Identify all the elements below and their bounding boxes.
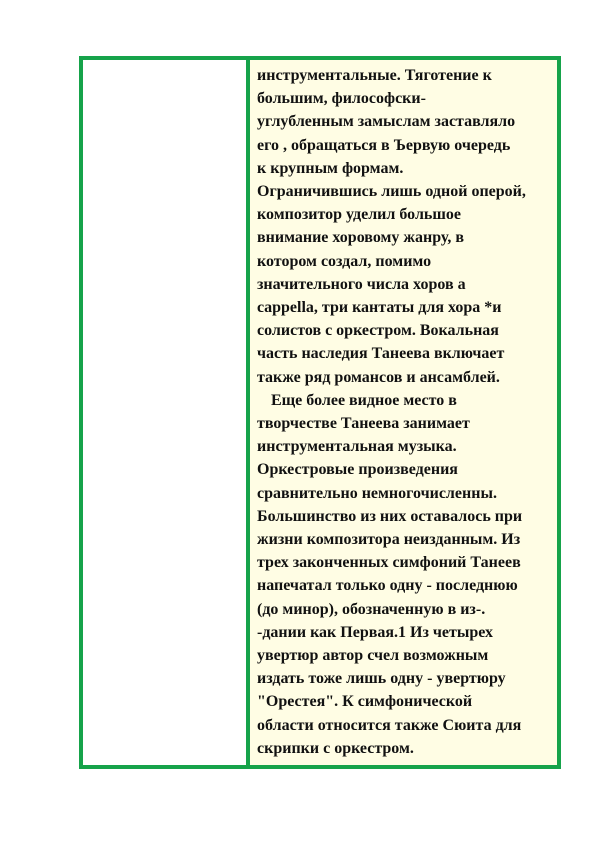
paragraph-indent [257,392,271,409]
document-table [79,56,561,769]
empty-left-cell [83,60,250,765]
paragraph-2 [257,389,551,760]
paragraph-2-text: Еще более видное место в творчестве Танеева занимает инструментальная музыка. Оркестровые произведения сравнительно немногочисленны. Большинство из них оставалось при жизни композитора неизданным. Из трех законченных симфоний Танеев напечатал только одну - последнюю (до минор), обозначенную в из-. -дании как Первая.1 Из четырех увертюр автор счел возможным издать тоже лишь одну - увертюру "Орестея". К симфонической области относится также Сюита для скрипки с оркестром. [257,391,523,757]
text-cell [250,60,557,765]
paragraph-1: инструментальные. Тяготение к большим, философски- углубленным замыслам заставляло его , обращаться в Ъервую очередь к крупным формам. Ограничившись лишь одной оперой, композитор уделил большое внимание хоровому жанру, в котором создал, помимо значительного числа хоров а cappella, три кантаты для хора *и солистов с оркестром. Вокальная часть наследия Танеева включает также ряд романсов и ансамблей. [257,67,526,386]
